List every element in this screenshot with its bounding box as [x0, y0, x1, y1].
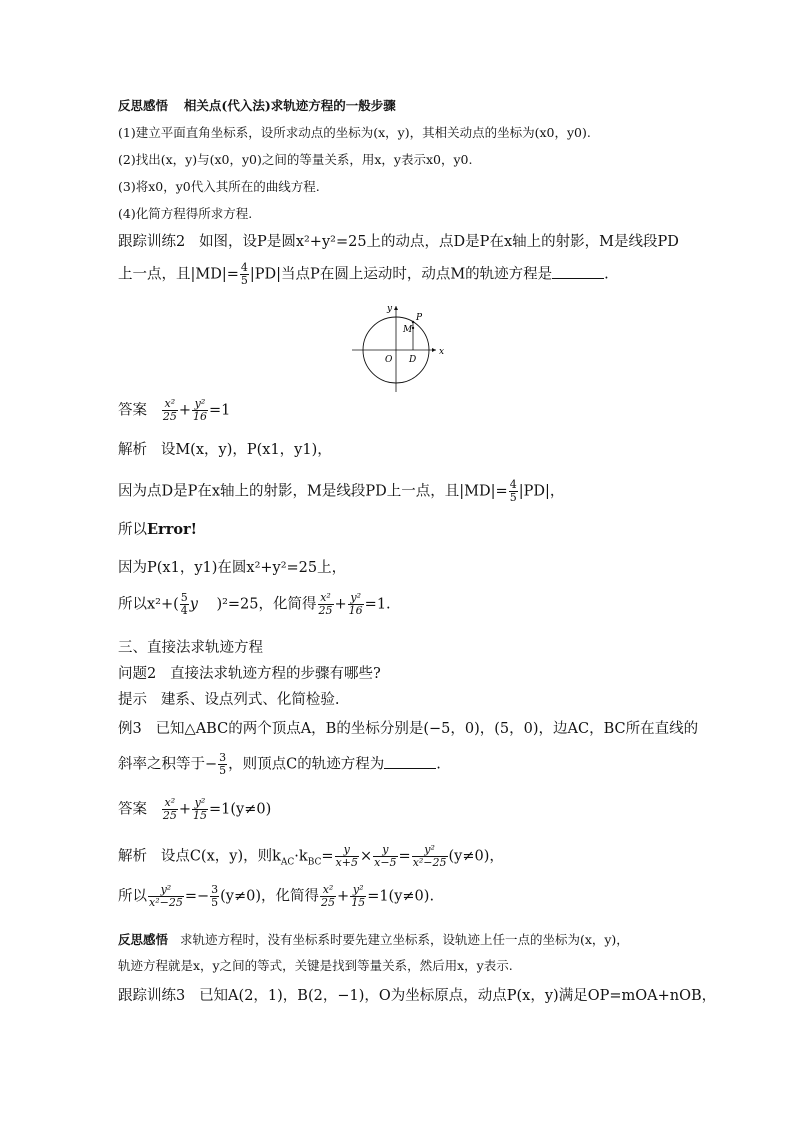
exercise-2-text2b: |PD|当点P在圆上运动时，动点M的轨迹方程是 [249, 266, 553, 283]
frac-den: x²−25 [149, 896, 183, 909]
solution-tail1: (y≠0)， [448, 848, 504, 865]
solution-text1: 设M(x，y)，P(x1，y1)， [160, 442, 332, 458]
frac-num: 5 [180, 591, 188, 604]
frac-num: y² [412, 844, 448, 857]
sub-bc: BC [307, 857, 322, 868]
answer-tail: =1 [208, 402, 231, 419]
question-text: 直接法求轨迹方程的步骤有哪些? [170, 666, 381, 682]
answer-frac-a [162, 797, 178, 822]
answer-frac-a [162, 398, 178, 423]
exercise-2-line1 [118, 232, 679, 252]
frac-den: 16 [348, 604, 363, 617]
exercise-2-line2 [118, 262, 609, 287]
answer-tag: 答案 [118, 402, 147, 419]
circle-figure [352, 302, 452, 392]
frac-num: y [373, 844, 397, 857]
example-tag: 例3 [118, 721, 142, 737]
example-3-solution-2 [118, 884, 434, 909]
reflect-text1: 求轨迹方程时，没有坐标系时要先建立坐标系，设轨迹上任一点的坐标为(x，y)， [179, 932, 629, 947]
exercise-2-text2a: 上一点，且|MD|= [118, 266, 239, 283]
answer-tail: =1(y≠0) [208, 801, 272, 818]
solution-text2b: |PD|， [518, 483, 565, 500]
answer-blank [384, 754, 436, 769]
example-end: . [436, 756, 441, 773]
step-3: (3)将x0，y0代入其所在的曲线方程. [118, 179, 320, 194]
frac-num: x² [162, 797, 178, 810]
solution-line5 [118, 592, 391, 617]
frac-den: 5 [509, 491, 517, 504]
solution-tag: 解析 [118, 442, 147, 458]
frac-den: 25 [318, 604, 333, 617]
frac-num: x² [162, 398, 178, 411]
exercise-3-line1 [118, 986, 716, 1006]
var-y: y [189, 596, 198, 613]
reflect-title: 相关点(代入法)求轨迹方程的一般步骤 [183, 98, 396, 113]
plus: + [337, 888, 350, 905]
frac-y2-x225 [412, 844, 448, 869]
example-text2b: ，则顶点C的轨迹方程为 [228, 756, 385, 773]
plus: + [334, 596, 347, 613]
example-3-line1 [118, 719, 698, 739]
answer-blank [552, 264, 604, 279]
frac-den: 4 [180, 604, 188, 617]
frac-den: 5 [240, 274, 248, 287]
error-text: Error! [147, 521, 198, 538]
solution-text2b: =− [184, 888, 210, 905]
solution-text1a: 设点C(x，y)，则k [160, 848, 281, 865]
frac-num: y² [148, 884, 184, 897]
frac-den: x+5 [335, 856, 358, 869]
fraction-3-5 [218, 752, 227, 777]
eq: = [398, 848, 411, 865]
plus: + [178, 801, 191, 818]
label-x: x [439, 347, 445, 357]
question-tag: 问题2 [118, 666, 157, 682]
frac-den: 25 [321, 896, 336, 909]
solution-tail2: =1(y≠0). [367, 888, 435, 905]
point-p [412, 321, 414, 323]
solution-tag: 解析 [118, 848, 147, 865]
label-p: P [416, 313, 423, 323]
frac-y2-15 [350, 884, 366, 909]
label-y: y [387, 304, 393, 314]
solution-text5a: 所以x²+( [118, 596, 179, 613]
frac-num: y² [192, 797, 208, 810]
label-d: D [409, 355, 417, 365]
frac-x2-25 [318, 592, 334, 617]
example-3-line2 [118, 752, 441, 777]
frac-den: x²−25 [412, 856, 447, 869]
plus: + [178, 402, 191, 419]
exercise-3-text: 已知A(2，1)，B(2，−1)，O为坐标原点，动点P(x，y)满足OP=mOA+nOB， [199, 988, 717, 1004]
hint-text: 建系、设点列式、化简检验. [160, 692, 340, 708]
example-3-answer [118, 797, 271, 822]
x-axis-arrow [432, 348, 436, 352]
exercise-2-answer [118, 398, 230, 423]
exercise-2-text1: 如图，设P是圆x²+y²=25上的动点，点D是P在x轴上的射影，M是线段PD [199, 234, 679, 250]
hint-tag: 提示 [118, 692, 147, 708]
eq: = [321, 848, 334, 865]
answer-tag: 答案 [118, 801, 147, 818]
frac-den: 25 [162, 410, 177, 423]
times: × [359, 848, 373, 865]
frac-den: x−5 [374, 856, 397, 869]
exercise-2-end: . [604, 266, 609, 283]
frac-den: 16 [192, 410, 207, 423]
sub-ac: AC [280, 857, 295, 868]
example-text2a: 斜率之积等于− [118, 756, 218, 773]
reflect-2-line1 [118, 930, 629, 950]
frac-x2-25 [320, 884, 336, 909]
reflect-tag: 反思感悟 [118, 932, 169, 947]
question-2 [118, 664, 381, 684]
frac-num: 3 [211, 883, 219, 896]
dot-k: ·k [294, 848, 308, 865]
reflect-2-line2: 轨迹方程就是x，y之间的等式，关键是找到等量关系，然后用x，y表示. [118, 958, 513, 973]
frac-num: 3 [219, 751, 227, 764]
frac-den: 5 [211, 896, 219, 909]
frac-den: 15 [351, 896, 366, 909]
step-2: (2)找出(x，y)与(x0，y0)之间的等量关系，用x，y表示x0，y0. [118, 152, 473, 167]
answer-frac-b [192, 797, 208, 822]
solution-line4: 因为P(x1，y1)在圆x²+y²=25上， [118, 560, 347, 576]
frac-num: y² [350, 884, 366, 897]
frac-num: y [335, 844, 359, 857]
solution-text2a: 所以 [118, 888, 147, 905]
frac-y-xm5 [373, 844, 397, 869]
label-m: M [403, 325, 413, 335]
fraction-3-5 [210, 884, 219, 909]
y-axis-arrow [394, 306, 398, 310]
step-1: (1)建立平面直角坐标系，设所求动点的坐标为(x，y)，其相关动点的坐标为(x0，y0). [118, 125, 591, 140]
fraction-4-5 [509, 479, 518, 504]
frac-y-x5 [335, 844, 359, 869]
example-3-solution-1 [118, 844, 504, 872]
solution-line1 [118, 440, 332, 460]
frac-num: y² [348, 592, 364, 605]
step-4: (4)化简方程得所求方程. [118, 206, 253, 221]
hint [118, 690, 339, 710]
example-text1: 已知△ABC的两个顶点A，B的坐标分别是(−5，0)，(5，0)，边AC，BC所在直线的 [155, 721, 699, 737]
fraction-5-4 [180, 592, 189, 617]
section-heading: 三、直接法求轨迹方程 [118, 640, 263, 656]
exercise-3-tag: 跟踪训练3 [118, 988, 186, 1004]
solution-line3 [118, 520, 197, 540]
frac-y2-x225 [148, 884, 184, 909]
solution-text2c: (y≠0)，化简得 [220, 888, 320, 905]
frac-den: 5 [219, 764, 227, 777]
answer-frac-b [192, 398, 208, 423]
label-o: O [385, 355, 393, 365]
frac-num: 4 [240, 261, 248, 274]
solution-tail: =1. [364, 596, 391, 613]
reflect-heading [118, 96, 396, 116]
solution-text5b: )²=25，化简得 [216, 596, 317, 613]
solution-text3: 所以 [118, 522, 147, 538]
frac-num: y² [192, 398, 208, 411]
exercise-2-tag: 跟踪训练2 [118, 234, 186, 250]
frac-den: 15 [192, 809, 207, 822]
reflect-tag: 反思感悟 [118, 98, 169, 113]
frac-num: 4 [509, 478, 517, 491]
frac-y2-16 [348, 592, 364, 617]
frac-num: x² [320, 884, 336, 897]
frac-den: 25 [162, 809, 177, 822]
solution-text2a: 因为点D是P在x轴上的射影，M是线段PD上一点，且|MD|= [118, 483, 508, 500]
solution-line2 [118, 479, 564, 504]
fraction-4-5 [240, 262, 249, 287]
frac-num: x² [318, 592, 334, 605]
